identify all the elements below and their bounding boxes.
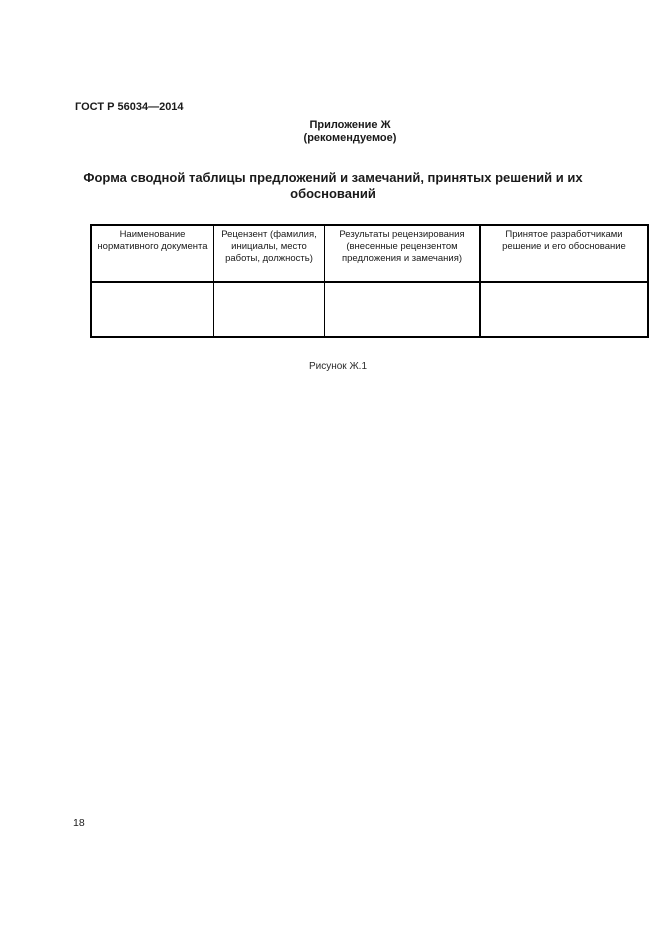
summary-table bbox=[90, 224, 649, 338]
col-header-decision: Принятое разработчиками решение и его обоснование bbox=[480, 225, 648, 282]
table-cell-reviewer bbox=[214, 282, 325, 337]
table-header-row bbox=[91, 225, 648, 282]
appendix-label: Приложение Ж bbox=[309, 119, 391, 131]
page-title: Форма сводной таблицы предложений и замечаний, принятых решений и их обоснований bbox=[83, 170, 583, 201]
table-row bbox=[91, 282, 648, 337]
table-cell-document-name bbox=[91, 282, 214, 337]
appendix-heading bbox=[90, 119, 610, 145]
figure-caption: Рисунок Ж.1 bbox=[308, 361, 368, 372]
col-header-reviewer: Рецензент (фамилия, инициалы, место работы, должность) bbox=[214, 225, 325, 282]
col-header-review-results: Результаты рецензирования (внесенные рецензентом предложения и замечания) bbox=[325, 225, 481, 282]
col-header-document-name: Наименование нормативного документа bbox=[91, 225, 214, 282]
page-number: 18 bbox=[73, 817, 85, 829]
table-cell-decision bbox=[480, 282, 648, 337]
appendix-type: (рекомендуемое) bbox=[303, 132, 397, 144]
doc-number: ГОСТ Р 56034—2014 bbox=[75, 101, 184, 113]
table-cell-review-results bbox=[325, 282, 481, 337]
